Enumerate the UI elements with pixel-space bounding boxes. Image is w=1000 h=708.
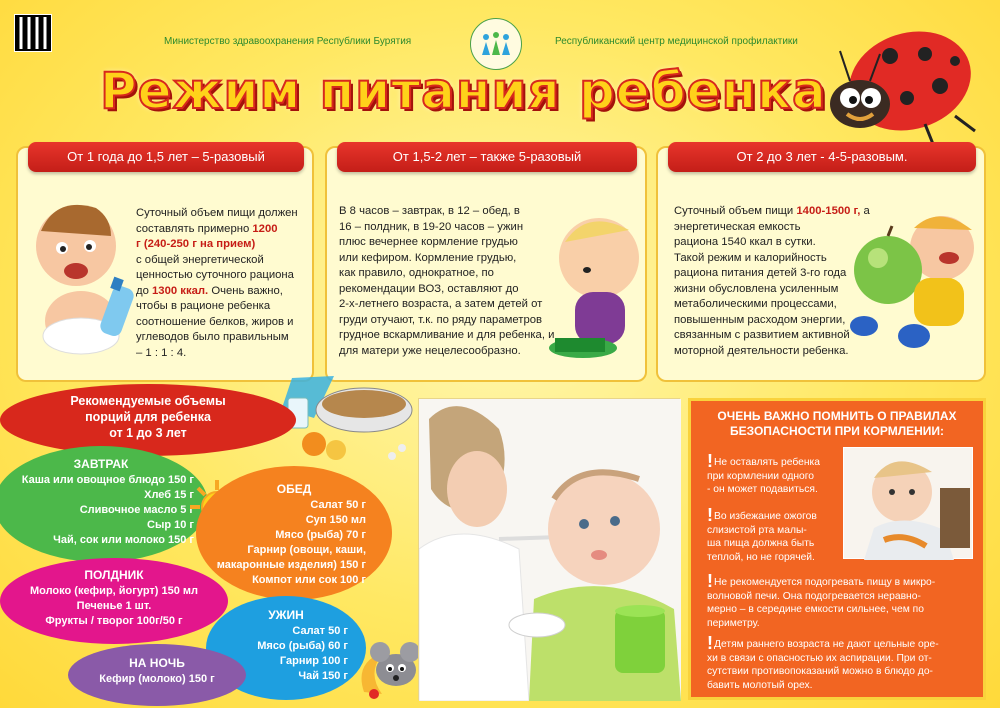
qr-code bbox=[14, 14, 52, 52]
ministry-left: Министерство здравоохранения Республики Бурятия bbox=[164, 36, 412, 47]
lunch-heading: ОБЕД bbox=[276, 482, 312, 496]
safety-item-4: !Детям раннего возраста не дают цельные оре- хи в связи с опасностью их аспирации. При от- сутствии противопоказаний можно в блюдо до- бавить молотый орех. bbox=[707, 633, 939, 691]
panel-2-3-years bbox=[656, 146, 986, 382]
night-heading: НА НОЧЬ bbox=[129, 656, 185, 670]
safety-item-1: !Не оставлять ребенка при кормлении одного - он может подавиться. bbox=[707, 451, 820, 495]
panel-2-heading: От 1,5-2 лет – также 5-разовый bbox=[337, 142, 637, 172]
safety-item-3: !Не рекомендуется подогревать пищу в микро- волновой печи. Она подогревается неравно- мерно – в середине емкости сильнее, чем по периметру. bbox=[707, 571, 936, 629]
mouse-on-moon-icon bbox=[344, 622, 428, 706]
panel-1-text: Суточный объем пищи должен составлять примерно 1200 г (240-250 г на прием) с общей энергетической ценностью суточного рациона до 1300 ккал. Очень важно, чтобы в рационе ребенка соотношение белков, жиров и углеводов было правильным – 1 : 1 : 4. bbox=[136, 207, 298, 359]
mother-feeding-photo bbox=[418, 398, 680, 700]
page-title: Режим питания ребенка bbox=[100, 62, 827, 120]
dinner-heading: УЖИН bbox=[268, 608, 304, 622]
safety-title: ОЧЕНЬ ВАЖНО ПОМНИТЬ О ПРАВИЛАХ БЕЗОПАСНОСТИ ПРИ КОРМЛЕНИИ: bbox=[717, 409, 957, 438]
sitting-baby-icon bbox=[547, 210, 645, 370]
snack-heading: ПОЛДНИК bbox=[84, 568, 144, 582]
dinner-blob: УЖИН Салат 50 г Мясо (рыба) 60 г Гарнир 100 г Чай 150 г bbox=[206, 596, 366, 700]
lunch-blob: ОБЕД Салат 50 г Суп 150 мл Мясо (рыба) 70 г Гарнир (овощи, каши, макаронные изделия) 150 г Компот или сок 100 г bbox=[196, 466, 392, 600]
ladybug-icon bbox=[815, 16, 995, 146]
panel-1.5-2-years bbox=[325, 146, 647, 382]
portions-title: Рекомендуемые объемы порций для ребенка от 1 до 3 лет bbox=[0, 384, 296, 456]
panel-1-heading: От 1 года до 1,5 лет – 5-разовый bbox=[28, 142, 304, 172]
safety-item-2: !Во избежание ожогов слизистой рта малы- ша пища должна быть теплой, но не горячей. bbox=[707, 505, 817, 563]
baby-with-apple-icon bbox=[844, 208, 984, 358]
baby-with-bottle-icon bbox=[26, 196, 144, 368]
panel-1-1.5-years bbox=[16, 146, 314, 382]
panel-3-text: Суточный объем пищи 1400-1500 г, а энергетическая емкость рациона 1540 ккал в сутки. Такой режим и калорийность рациона питания детей 3-го года жизни обусловлена усиленным метаболическими процессами, повышенным расходом энергии, связанным с развитием активной моторной деятельности ребенка. bbox=[674, 205, 870, 357]
snack-blob: ПОЛДНИК Молоко (кефир, йогурт) 150 мл Печенье 1 шт. Фрукты / творог 100г/50 г bbox=[0, 558, 228, 644]
food-bowl-icon bbox=[274, 358, 424, 478]
night-blob: НА НОЧЬ Кефир (молоко) 150 г bbox=[68, 644, 246, 706]
baby-eating-photo bbox=[843, 447, 973, 559]
safety-box bbox=[688, 398, 986, 700]
breakfast-blob: ЗАВТРАК Каша или овощное блюдо 150 г Хлеб 15 г Сливочное масло 5 г Сыр 10 г Чай, сок или молоко 150 г bbox=[0, 446, 208, 562]
panel-3-heading: От 2 до 3 лет - 4-5-разовым. bbox=[668, 142, 976, 172]
panel-2-text: В 8 часов – завтрак, в 12 – обед, в 16 – полдник, в 19-20 часов – ужин плюс вечернее кормление грудью или кефиром. Кормление грудью, как правило, однократное, по рекомендации ВОЗ, оставляют до 2-х-летнего возраста, а затем детей от груди отучают, т.к. по ряду параметров грудное вскармливание и для ребенка, и для матери уже нецелесообразно. bbox=[339, 205, 555, 357]
breakfast-heading: ЗАВТРАК bbox=[73, 457, 129, 471]
ministry-right: Республиканский центр медицинской профилактики bbox=[555, 36, 798, 47]
